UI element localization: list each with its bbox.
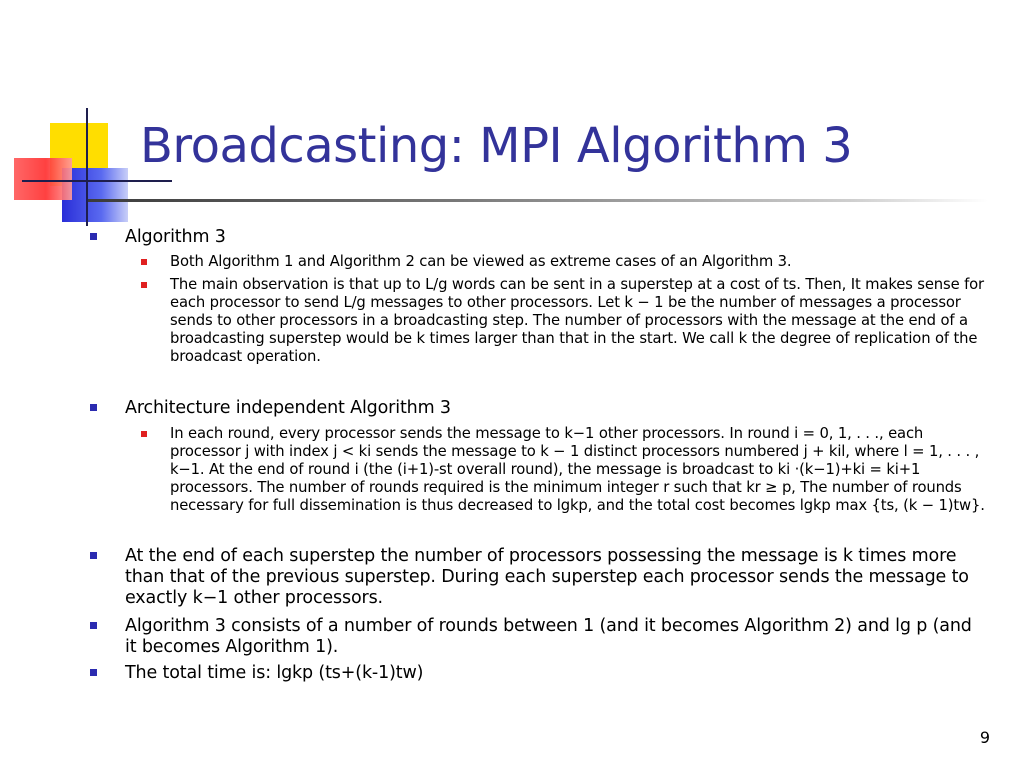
- logo-red-square: [14, 158, 72, 200]
- logo-vertical-line: [86, 108, 88, 226]
- sub-bullet-main-observation: The main observation is that up to L/g words can be sent in a superstep at a cost of ts. Then, It makes sense for each processor to send L/g messages to other processors. Let k − 1 be the number of messages a processor sends to other processors in a broadcasting step. The number of processors with the message at the end of a broadcasting superstep would be k times larger than that in the start. We call k the degree of replication of the broadcast operation.: [170, 276, 990, 366]
- bullet-number-of-rounds: Algorithm 3 consists of a number of rounds between 1 (and it becomes Algorithm 2) and lg p (and it becomes Algorithm 1).: [125, 616, 980, 658]
- slide-logo-decoration: [0, 0, 150, 230]
- sub-bullet-extreme-cases: Both Algorithm 1 and Algorithm 2 can be viewed as extreme cases of an Algorithm 3.: [170, 253, 990, 271]
- sub-bullet-each-round: In each round, every processor sends the message to k−1 other processors. In round i = 0, 1, . . ., each processor j with index j < ki sends the message to k − 1 distinct processors numbered j + kil, where l = 1, . . . , k−1. At the end of round i (the (i+1)-st overall round), the message is broadcast to ki ·(k−1)+ki = ki+1 processors. The number of rounds required is the minimum integer r such that kr ≥ p, The number of rounds necessary for full dissemination is thus decreased to lgkp, and the total cost becomes lgkp max {ts, (k − 1)tw}.: [170, 425, 990, 515]
- bullet-algorithm3: Algorithm 3: [125, 227, 980, 248]
- logo-horizontal-line: [22, 180, 172, 182]
- page-number: 9: [979, 728, 990, 747]
- bullet-superstep-growth: At the end of each superstep the number of processors possessing the message is k times more than that of the previous superstep. During each superstep each processor sends the message to exactly k−1 other processors.: [125, 546, 980, 609]
- bullet-architecture-independent: Architecture independent Algorithm 3: [125, 398, 980, 419]
- slide-title: Broadcasting: MPI Algorithm 3: [140, 118, 853, 174]
- bullet-total-time: The total time is: lgkp (ts+(k-1)tw): [125, 663, 980, 684]
- title-underline: [88, 199, 988, 202]
